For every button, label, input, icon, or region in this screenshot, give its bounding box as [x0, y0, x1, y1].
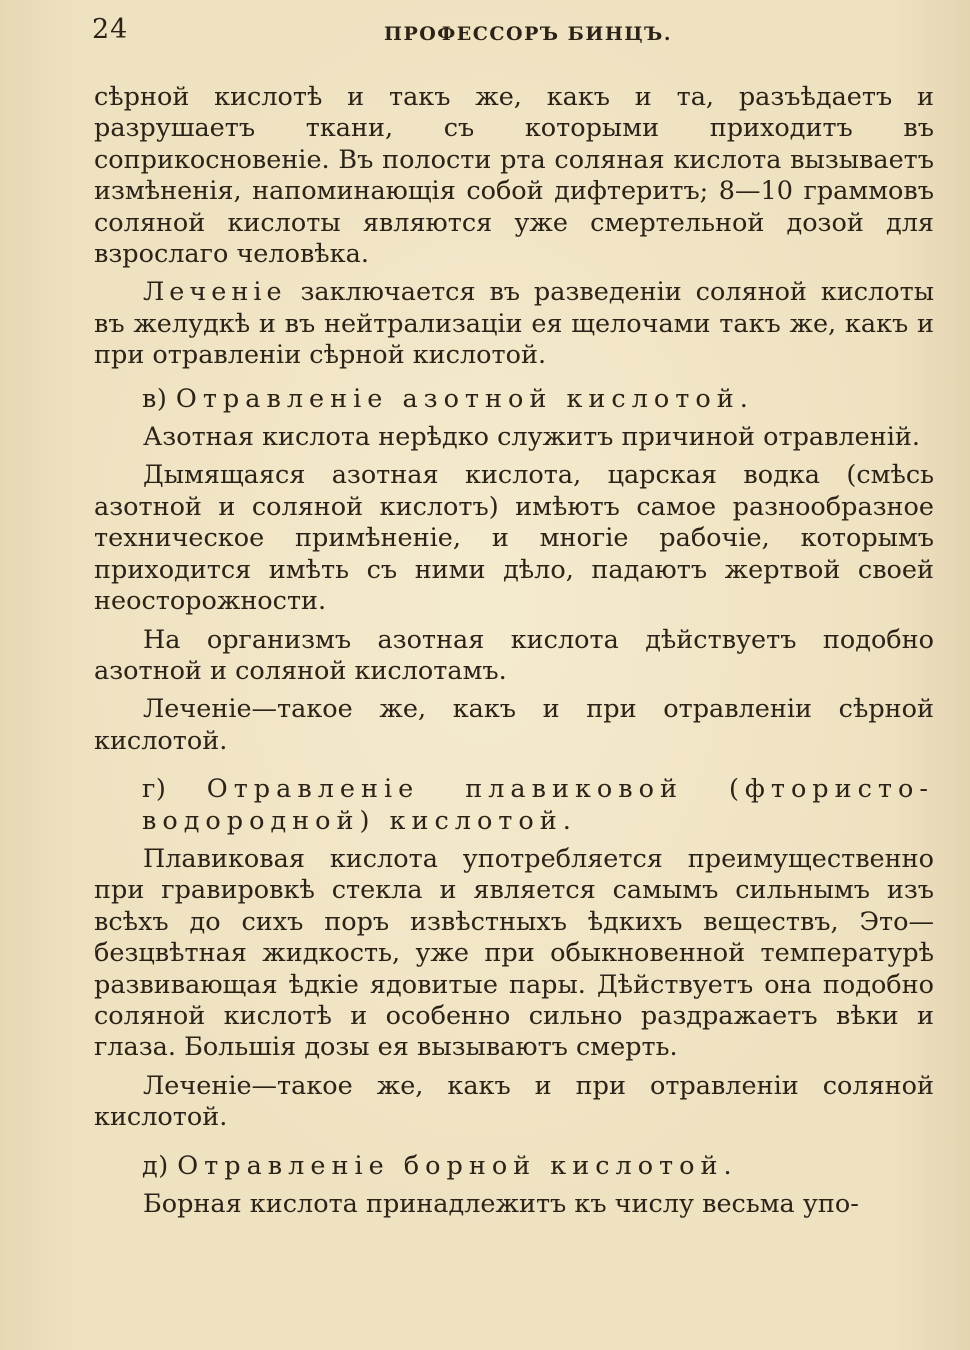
- heading-title: Отравленіе борной кислотой.: [177, 1150, 738, 1181]
- paragraph-text: заключается въ разведеніи соляной кислоты въ желудкѣ и въ нейтрализаціи ея щелочами такъ же, какъ и при отравленіи сѣрной кислотой.: [94, 277, 934, 371]
- section-heading: [94, 1151, 934, 1182]
- paragraph: Плавиковая кислота употребляется преимущественно при гравировкѣ стекла и является самымъ сильнымъ изъ всѣхъ до сихъ поръ извѣстныхъ ѣдкихъ веществъ, Это—безцвѣтная жидкость, уже при обыкновенной температурѣ развивающая ѣдкіе ядовитые пары. Дѣйствуетъ она подобно соляной кислотѣ и особенно сильно раздражаетъ вѣки и глаза. Большія дозы ея вызываютъ смерть.: [94, 843, 934, 1063]
- paragraph: [94, 277, 934, 371]
- paragraph: Азотная кислота нерѣдко служитъ причиной отравленій.: [143, 422, 921, 453]
- heading-marker: в): [142, 383, 176, 414]
- page-number: 24: [92, 14, 129, 45]
- heading-marker: д): [142, 1150, 178, 1181]
- heading-marker: г): [142, 774, 207, 805]
- page-header: [92, 14, 934, 54]
- heading-title: Отравленіе плавиковой (фтористо-водородной) кислотой.: [142, 774, 934, 836]
- spaced-term: Леченіе: [143, 277, 287, 308]
- section-heading: [94, 774, 934, 837]
- paragraph: Дымящаяся азотная кислота, царская водка (смѣсь азотной и соляной кислотъ) имѣютъ самое разнообразное техническое примѣненіе, и многіе рабочіе, которымъ приходится имѣть съ ними дѣло, падаютъ жертвой своей неосторожности.: [94, 460, 934, 617]
- section-heading: [94, 384, 934, 415]
- paragraph: Борная кислота принадлежитъ къ числу весьма упо-: [143, 1189, 859, 1219]
- heading-title: Отравленіе азотной кислотой.: [175, 383, 754, 414]
- paragraph: На организмъ азотная кислота дѣйствуетъ подобно азотной и соляной кислотамъ.: [94, 624, 934, 686]
- paragraph: Леченіе—такое же, какъ и при отравленіи соляной кислотой.: [94, 1070, 934, 1133]
- paragraph: Леченіе—такое же, какъ и при отравленіи сѣрной кислотой.: [94, 694, 934, 756]
- page-body: [94, 82, 934, 1220]
- running-head: ПРОФЕССОРЪ БИНЦЪ.: [384, 23, 672, 45]
- paragraph: сѣрной кислотѣ и такъ же, какъ и та, разъѣдаетъ и разрушаетъ ткани, съ которыми приходитъ въ соприкосновеніе. Въ полости рта соляная кислота вызываетъ измѣненія, напоминающія собой дифтеритъ; 8—10 граммовъ соляной кислоты являются уже смертельной дозой для взрослаго человѣка.: [94, 82, 934, 270]
